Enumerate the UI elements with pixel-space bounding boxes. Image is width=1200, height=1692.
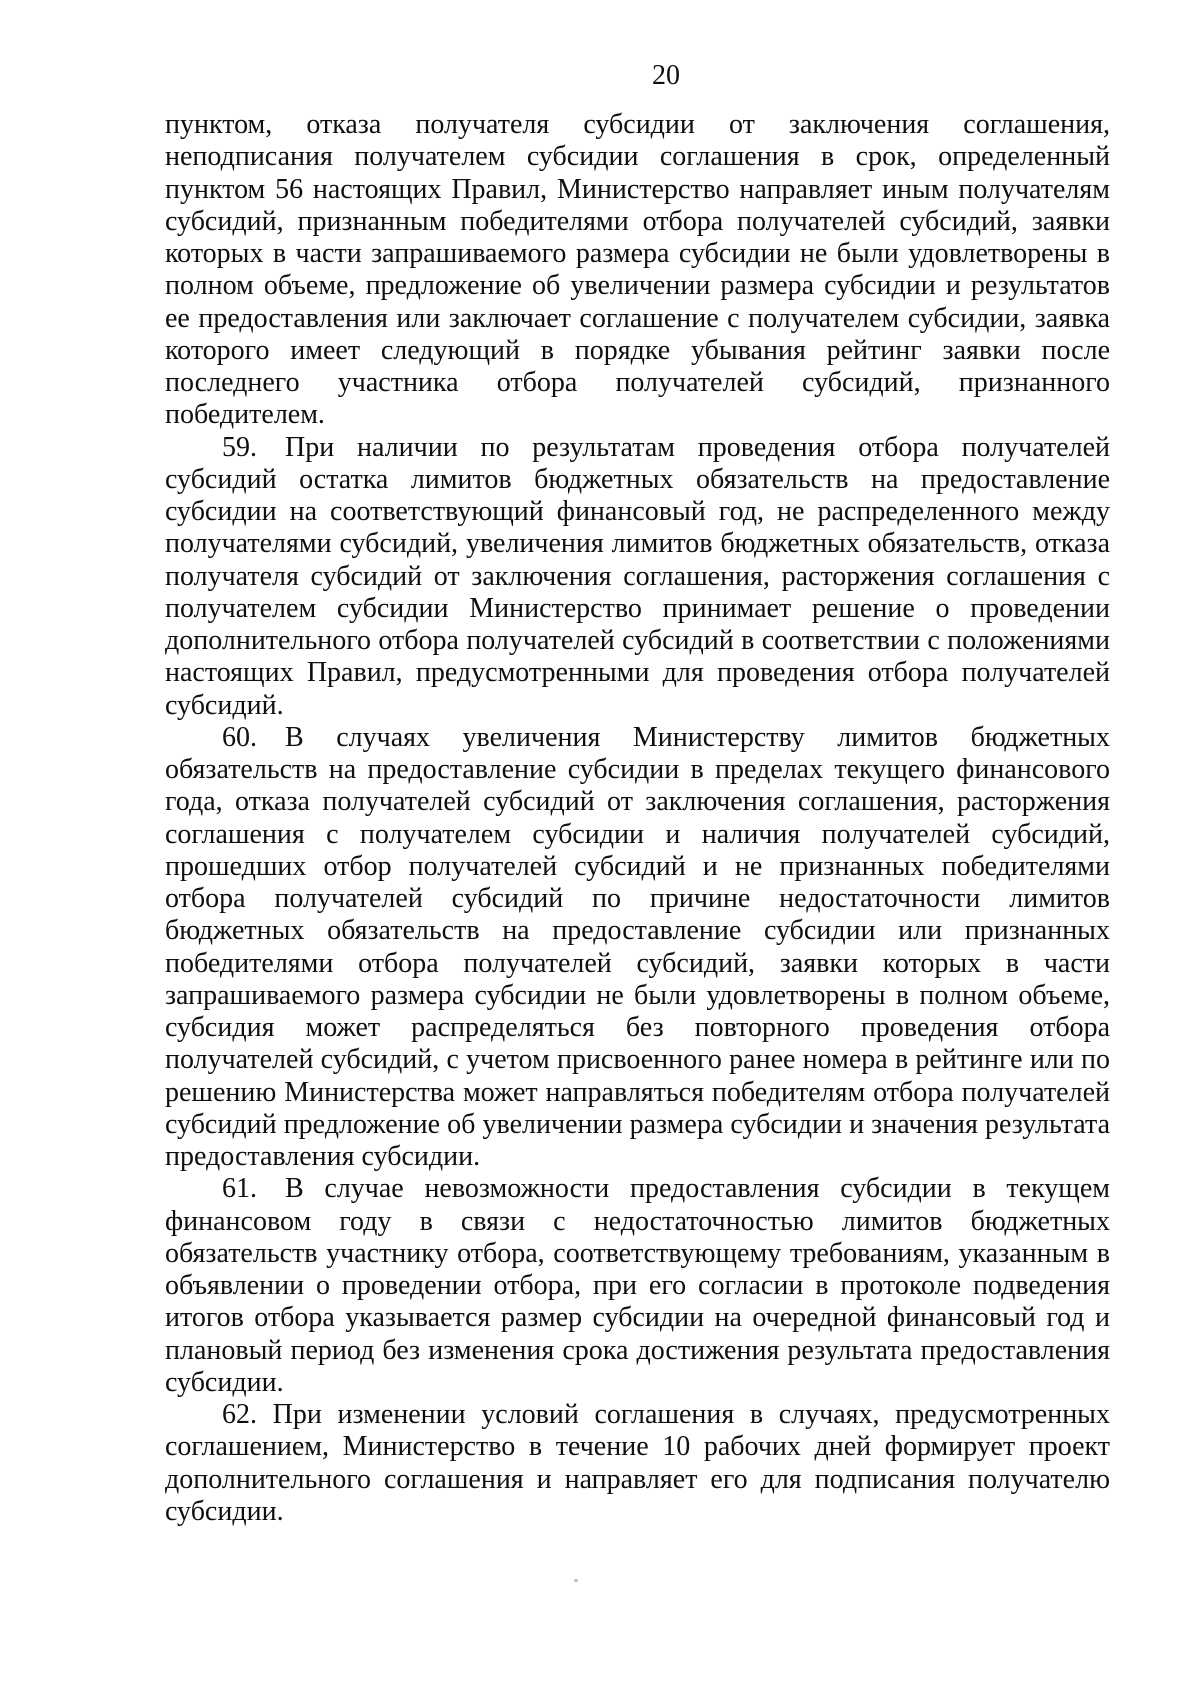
paragraph-continuation: пунктом, отказа получателя субсидии от заключения соглашения, неподписания получателем субсидии соглашения в срок, определенный пунктом 56 настоящих Правил, Министерство направляет иным получателям субсидий, признанным победителями отбора получателей субсидий, заявки которых в части запрашиваемого размера субсидии не были удовлетворены в полном объеме, предложение об увеличении размера субсидии и результатов ее предоставления или заключает соглашение с получателем субсидии, заявка которого имеет следующий в порядке убывания рейтинг заявки после последнего участника отбора получателей субсидий, признанного победителем.: [165, 109, 1110, 431]
document-body: [165, 109, 1110, 1528]
paragraph-59: 59. При наличии по результатам проведения отбора получателей субсидий остатка лимитов бюджетных обязательств на предоставление субсидии на соответствующий финансовый год, не распределенного между получателями субсидий, увеличения лимитов бюджетных обязательств, отказа получателя субсидий от заключения соглашения, расторжения соглашения с получателем субсидии Министерство принимает решение о проведении дополнительного отбора получателей субсидий в соответствии с положениями настоящих Правил, предусмотренными для проведения отбора получателей субсидий.: [165, 431, 1110, 721]
paragraph-62: 62. При изменении условий соглашения в случаях, предусмотренных соглашением, Министерство в течение 10 рабочих дней формирует проект дополнительного соглашения и направляет его для подписания получателю субсидии.: [165, 1399, 1110, 1527]
paragraph-61: 61. В случае невозможности предоставления субсидии в текущем финансовом году в связи с недостаточностью лимитов бюджетных обязательств участнику отбора, соответствующему требованиям, указанным в объявлении о проведении отбора, при его согласии в протоколе подведения итогов отбора указывается размер субсидии на очередной финансовый год и плановый период без изменения срока достижения результата предоставления субсидии.: [165, 1173, 1110, 1398]
scan-artifact-dot: [574, 1579, 578, 1582]
paragraph-60: 60. В случаях увеличения Министерству лимитов бюджетных обязательств на предоставление субсидии в пределах текущего финансового года, отказа получателей субсидий от заключения соглашения, расторжения соглашения с получателем субсидии и наличия получателей субсидий, прошедших отбор получателей субсидий и не признанных победителями отбора получателей субсидий по причине недостаточности лимитов бюджетных обязательств на предоставление субсидии или признанных победителями отбора получателей субсидий, заявки которых в части запрашиваемого размера субсидии не были удовлетворены в полном объеме, субсидия может распределяться без повторного проведения отбора получателей субсидий, с учетом присвоенного ранее номера в рейтинге или по решению Министерства может направляться победителям отбора получателей субсидий предложение об увеличении размера субсидии и значения результата предоставления субсидии.: [165, 721, 1110, 1172]
page-number: 20: [652, 60, 680, 91]
